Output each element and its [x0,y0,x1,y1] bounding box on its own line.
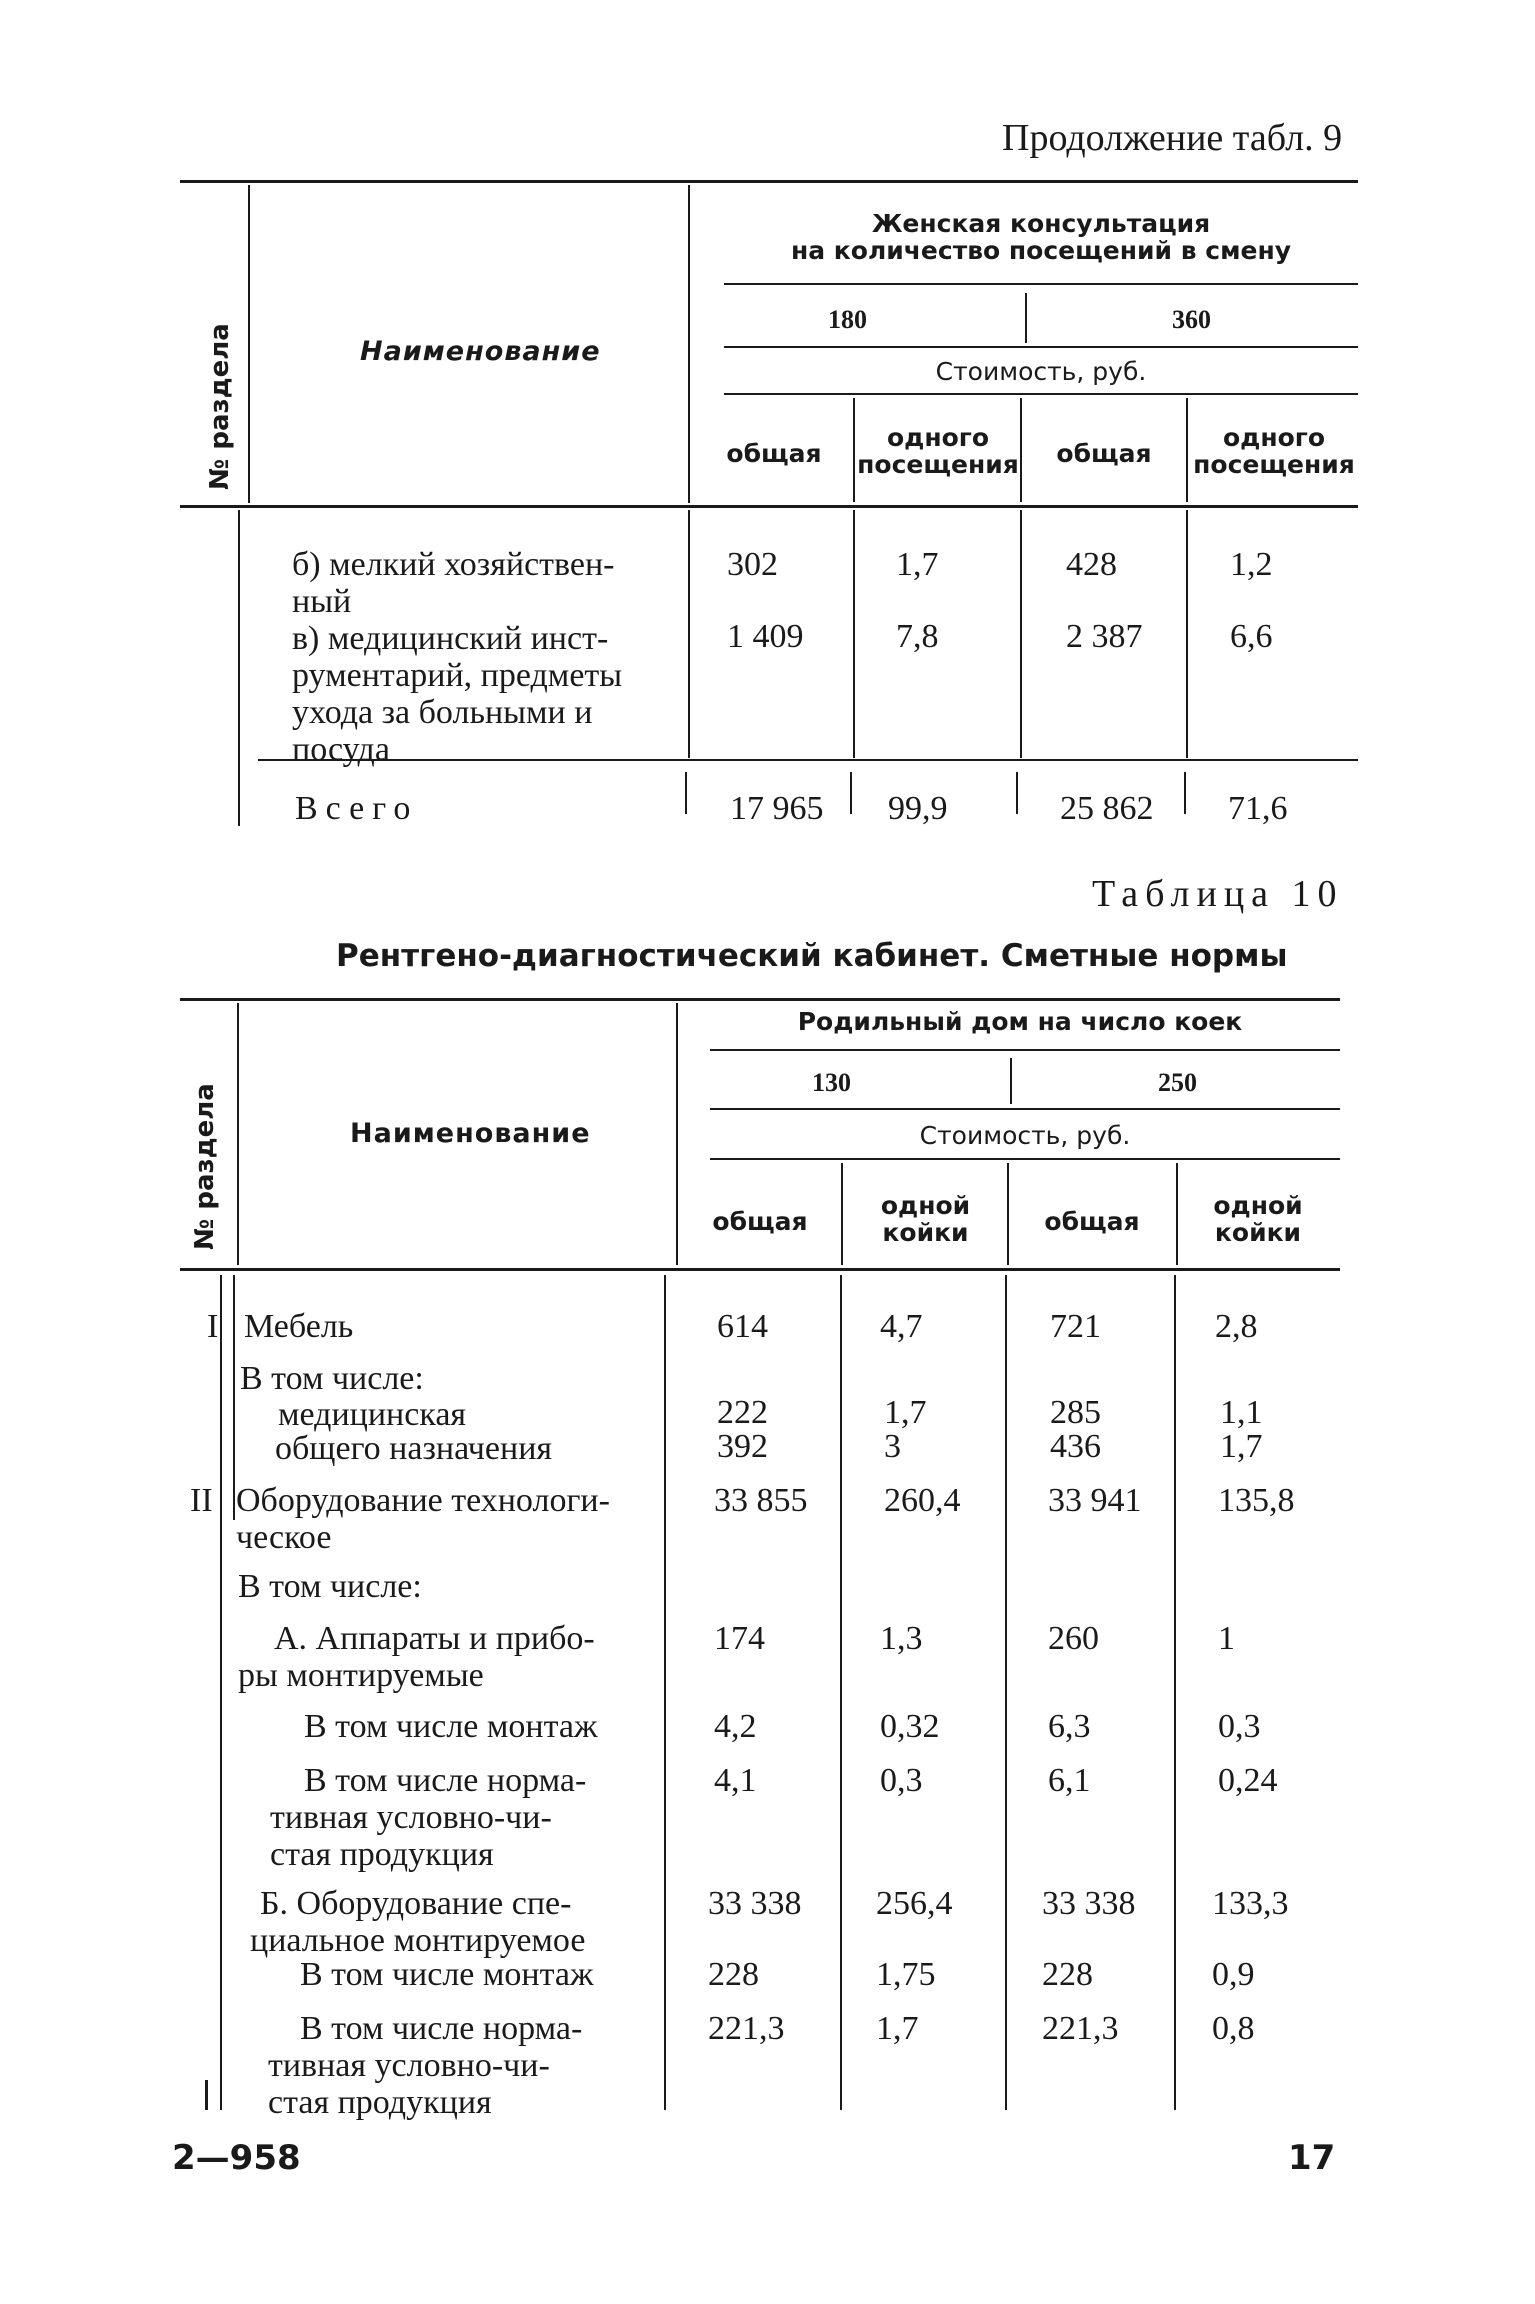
table9-cell: 6,6 [1230,618,1273,655]
table10-section-header: № раздела [190,1083,220,1250]
table10-cell: 135,8 [1218,1482,1295,1519]
table10-section-num: II [190,1482,213,1519]
table9-cell: 1,2 [1230,546,1273,583]
table10-cell: 33 338 [1042,1885,1136,1922]
table9-total-cell: 25 862 [1060,790,1154,827]
table9-total-cell: 71,6 [1228,790,1288,827]
table10-cell: 1 [1218,1620,1235,1657]
table10-sub2: 250 [1158,1068,1197,1097]
table10-cell: 3 [884,1428,901,1465]
table9-group-header: Женская консультация на количество посещений в смену [790,209,1292,265]
table10-cell: 614 [717,1308,768,1345]
table9-cell: 7,8 [896,618,939,655]
continuation-label: Продолжение табл. 9 [1002,117,1343,159]
page-number: 17 [1288,2138,1336,2178]
table10-row-name: В том числе монтаж [304,1708,598,1745]
table10-cell: 33 338 [708,1885,802,1922]
table9-total-cell: 17 965 [730,790,824,827]
table10-cell: 0,9 [1212,1956,1255,1993]
table10-row-name: В том числе норма- тивная условно-чи- стая продукция [270,1762,587,1873]
table9-sub2: 360 [1172,305,1211,334]
table10-group-header: Родильный дом на число коек [797,1007,1243,1036]
table10-cell: 392 [717,1428,768,1465]
table9-cost-header: Стоимость, руб. [935,357,1147,386]
table10-row-name: В том числе: [238,1568,422,1605]
table10-cell: 0,3 [880,1762,923,1799]
table10-cell: 4,7 [880,1308,923,1345]
table10-row-name: Оборудование технологи- ческое [236,1482,610,1556]
table10-cell: 174 [714,1620,765,1657]
table10-cell: 260,4 [884,1482,961,1519]
table10-sub1: 130 [812,1068,851,1097]
table9-row-name: в) медицинский инст- рументарий, предметы ухода за больными и посуда [292,620,623,768]
table10-cell: 260 [1048,1620,1099,1657]
table10-row-name: В том числе монтаж [300,1956,594,1993]
table9-cell: 2 387 [1066,618,1143,655]
table9-section-header: № раздела [205,323,235,490]
table10-name-header: Наименование [350,1118,591,1149]
table10-cell: 6,3 [1048,1708,1091,1745]
table9-cell: 302 [727,546,778,583]
table10-row-name: общего назначения [275,1430,553,1467]
table10-cell: 1,7 [1220,1428,1263,1465]
table10-section-num: I [207,1308,219,1345]
table10-cell: 228 [1042,1956,1093,1993]
table10-cell: 6,1 [1048,1762,1091,1799]
table10-row-name: медицинская [278,1396,467,1433]
table9-cell: 1 409 [727,618,804,655]
table10-row-name: Мебель [244,1308,354,1345]
table10-cell: 33 855 [714,1482,808,1519]
table10-cell: 285 [1050,1394,1101,1431]
table10-cell: 1,7 [884,1394,927,1431]
table10-cell: 4,1 [714,1762,757,1799]
table9-name-header: Наименование [360,336,601,367]
table10-row-name: Б. Оборудование спе- циальное монтируемое [250,1885,586,1959]
table10-cell: 228 [708,1956,759,1993]
table10-col-per2: одной койки [1213,1191,1303,1247]
table10-cell: 0,32 [880,1708,940,1745]
table10-cell: 721 [1050,1308,1101,1345]
table10-col-per1: одной койки [880,1191,971,1247]
table9-col-per1: одного посещения [857,423,1019,479]
table10-row-name: А. Аппараты и прибо- ры монтируемые [238,1620,595,1694]
table10-cell: 436 [1050,1428,1101,1465]
table9-row-name: б) мелкий хозяйствен- ный [292,546,615,620]
table10-cell: 222 [717,1394,768,1431]
table10-col-total2: общая [1044,1207,1140,1236]
table10-cell: 0,24 [1218,1762,1278,1799]
table10-row-name: В том числе норма- тивная условно-чи- стая продукция [268,2010,583,2121]
table10-cell: 1,3 [880,1620,923,1657]
table9-col-total1: общая [726,439,822,468]
table10-cell: 0,3 [1218,1708,1261,1745]
table10-row-name: В том числе: [240,1360,424,1397]
table10-cell: 1,7 [876,2010,919,2047]
table10-cell: 33 941 [1048,1482,1142,1519]
table10-cell: 221,3 [1042,2010,1119,2047]
table10-cell: 256,4 [876,1885,953,1922]
table9-cell: 428 [1066,546,1117,583]
table10-col-total1: общая [712,1207,808,1236]
table9-col-total2: общая [1056,439,1152,468]
table9-total-cell: 99,9 [888,790,948,827]
table10-cost-header: Стоимость, руб. [919,1121,1131,1150]
table9-cell: 1,7 [896,546,939,583]
table9-col-per2: одного посещения [1193,423,1355,479]
table10-cell: 1,75 [876,1956,936,1993]
table10-label: Таблица 10 [1092,873,1344,915]
footer-signature-mark: 2—958 [172,2138,301,2178]
table10-cell: 2,8 [1215,1308,1258,1345]
table9-total-label: Всего [295,790,419,827]
table10-cell: 133,3 [1212,1885,1289,1922]
table10-cell: 1,1 [1220,1394,1263,1431]
table10-cell: 0,8 [1212,2010,1255,2047]
table10-cell: 4,2 [714,1708,757,1745]
table10-cell: 221,3 [708,2010,785,2047]
table9-sub1: 180 [828,305,867,334]
table10-title: Рентгено-диагностический кабинет. Сметные нормы [336,938,1288,974]
